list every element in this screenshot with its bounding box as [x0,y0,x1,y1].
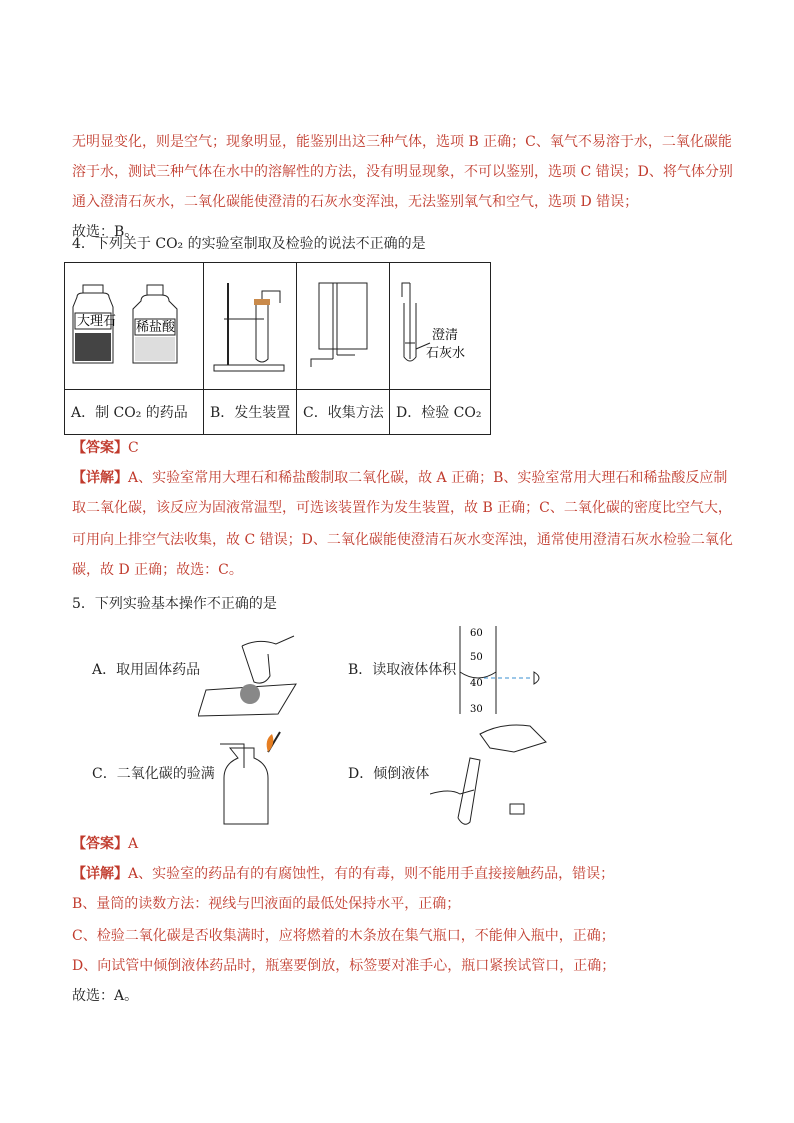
q4-image-d [390,263,491,390]
q3-detail-line1: 无明显变化，则是空气；现象明显，能鉴别出这三种气体，选项 B 正确；C、氧气不易溶于水，二氧化碳能 [72,134,732,150]
q4-detail-line2: 取二氧化碳，该反应为固液常温型，可选该装置作为发生装置，故 B 正确；C、二氧化碳的密度比空气大， [72,500,732,516]
q5-detail-c: C、检验二氧化碳是否收集满时，应将燃着的木条放在集气瓶口，不能伸入瓶中，正确； [72,928,615,944]
q5-answer-value: A [128,836,139,852]
q4-image-c [297,263,390,390]
tick-60: 60 [470,628,483,639]
collection-method-figure [297,263,389,385]
q4-answer-value: C [128,440,139,456]
take-solid-drug-figure [198,626,308,718]
pour-liquid-figure [430,718,558,830]
q4-option-a: A．制 CO₂ 的药品 [65,390,204,435]
q4-detail-line1 [72,468,727,488]
q5-option-a: A．取用固体药品 [92,662,201,678]
q4-stem: 4．下列关于 CO₂ 的实验室制取及检验的说法不正确的是 [72,236,426,252]
q3-choice: 故选：B。 [72,224,139,240]
q5-choice: 故选：A。 [72,988,139,1004]
limewater-label-1: 澄清 [432,328,459,343]
q4-detail-text1: A、实验室常用大理石和稀盐酸制取二氧化碳，故 A 正确；B、实验室常用大理石和稀盐酸反应制 [128,470,728,486]
q5-answer-tag: 【答案】 [72,836,128,852]
q3-detail-line3: 通入澄清石灰水，二氧化碳能使澄清的石灰水变浑浊，无法鉴别氧气和空气，选项 D 错误； [72,194,639,210]
co2-full-test-figure [210,728,284,830]
limewater-label-2: 石灰水 [426,346,466,361]
q5-option-d: D．倾倒液体 [348,766,430,782]
q4-detail-line4: 碳，故 D 正确；故选：C。 [72,562,243,578]
generation-apparatus-figure [204,263,296,385]
q5-option-b: B．读取液体体积 [348,662,457,678]
q4-detail-line3: 可用向上排空气法收集，故 C 错误；D、二氧化碳能使澄清石灰水变浑浊，通常使用澄清石灰水检验二氧化 [72,532,733,548]
q5-detail-a-text: A、实验室的药品有的有腐蚀性，有的有毒，则不能用手直接接触药品，错误； [128,866,615,882]
q4-answer [72,438,139,458]
q5-detail-a [72,864,614,884]
q4-detail-tag: 【详解】 [72,470,128,486]
q5-option-c: C．二氧化碳的验满 [92,766,215,782]
q4-image-a [65,263,204,390]
measuring-cylinder-figure [438,622,548,718]
q4-option-c: C．收集方法 [297,390,390,435]
q5-answer [72,834,138,854]
q3-detail-line2: 溶于水，测试三种气体在水中的溶解性的方法，没有明显现象，不可以鉴别，选项 C 错误；D、将气体分别 [72,164,733,180]
q4-image-b [204,263,297,390]
limewater-test-figure [390,263,490,385]
q4-option-d: D．检验 CO₂ [390,390,491,435]
q5-detail-d: D、向试管中倾倒液体药品时，瓶塞要倒放，标签要对准手心，瓶口紧挨试管口，正确； [72,958,616,974]
q4-option-table [64,262,491,435]
tick-40: 40 [470,678,483,689]
reagent-bottles-figure [65,263,203,385]
tick-30: 30 [470,704,483,715]
acid-label: 稀盐酸 [136,320,176,335]
q4-answer-tag: 【答案】 [72,440,128,456]
q5-detail-tag: 【详解】 [72,866,128,882]
q5-detail-b: B、量筒的读数方法：视线与凹液面的最低处保持水平，正确； [72,896,461,912]
marble-label: 大理石 [77,314,117,329]
q4-option-b: B．发生装置 [204,390,297,435]
q5-stem: 5．下列实验基本操作不正确的是 [72,596,277,612]
tick-50: 50 [470,652,483,663]
